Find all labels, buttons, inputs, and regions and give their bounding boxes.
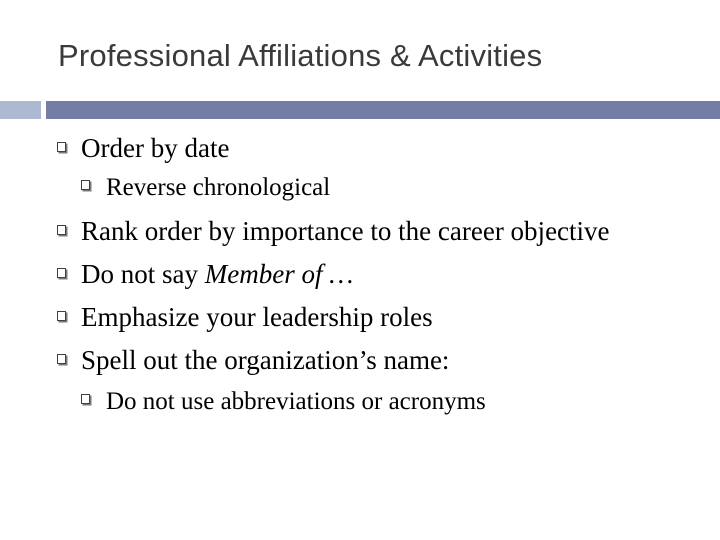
bullet-text: Emphasize your leadership roles [81,302,433,332]
bullet-text: Reverse chronological [106,174,331,201]
bullet-item [57,133,229,164]
square-bullet-icon [57,271,81,283]
square-bullet-icon [57,145,81,157]
sub-bullet-item [81,388,486,416]
bullet-text-plain: Do not say [81,259,205,289]
square-bullet-icon [57,314,81,326]
sub-bullet-item [81,174,330,202]
square-bullet-icon [81,183,106,195]
bullet-item [57,259,353,290]
slide-title: Professional Affiliations & Activities [58,38,543,73]
square-bullet-icon [57,228,81,240]
bullet-text: Order by date [81,133,230,163]
bullet-text [81,259,353,290]
square-bullet-icon [81,397,106,409]
bullet-item [57,345,449,376]
square-bullet-icon [57,357,81,369]
bullet-item [57,216,610,247]
bullet-item [57,302,433,333]
bullet-text: Spell out the organization’s name: [81,345,450,375]
bullet-text-italic: Member of … [204,259,354,289]
bullet-text: Rank order by importance to the career objective [81,216,610,246]
bullet-text: Do not use abbreviations or acronyms [106,388,486,415]
